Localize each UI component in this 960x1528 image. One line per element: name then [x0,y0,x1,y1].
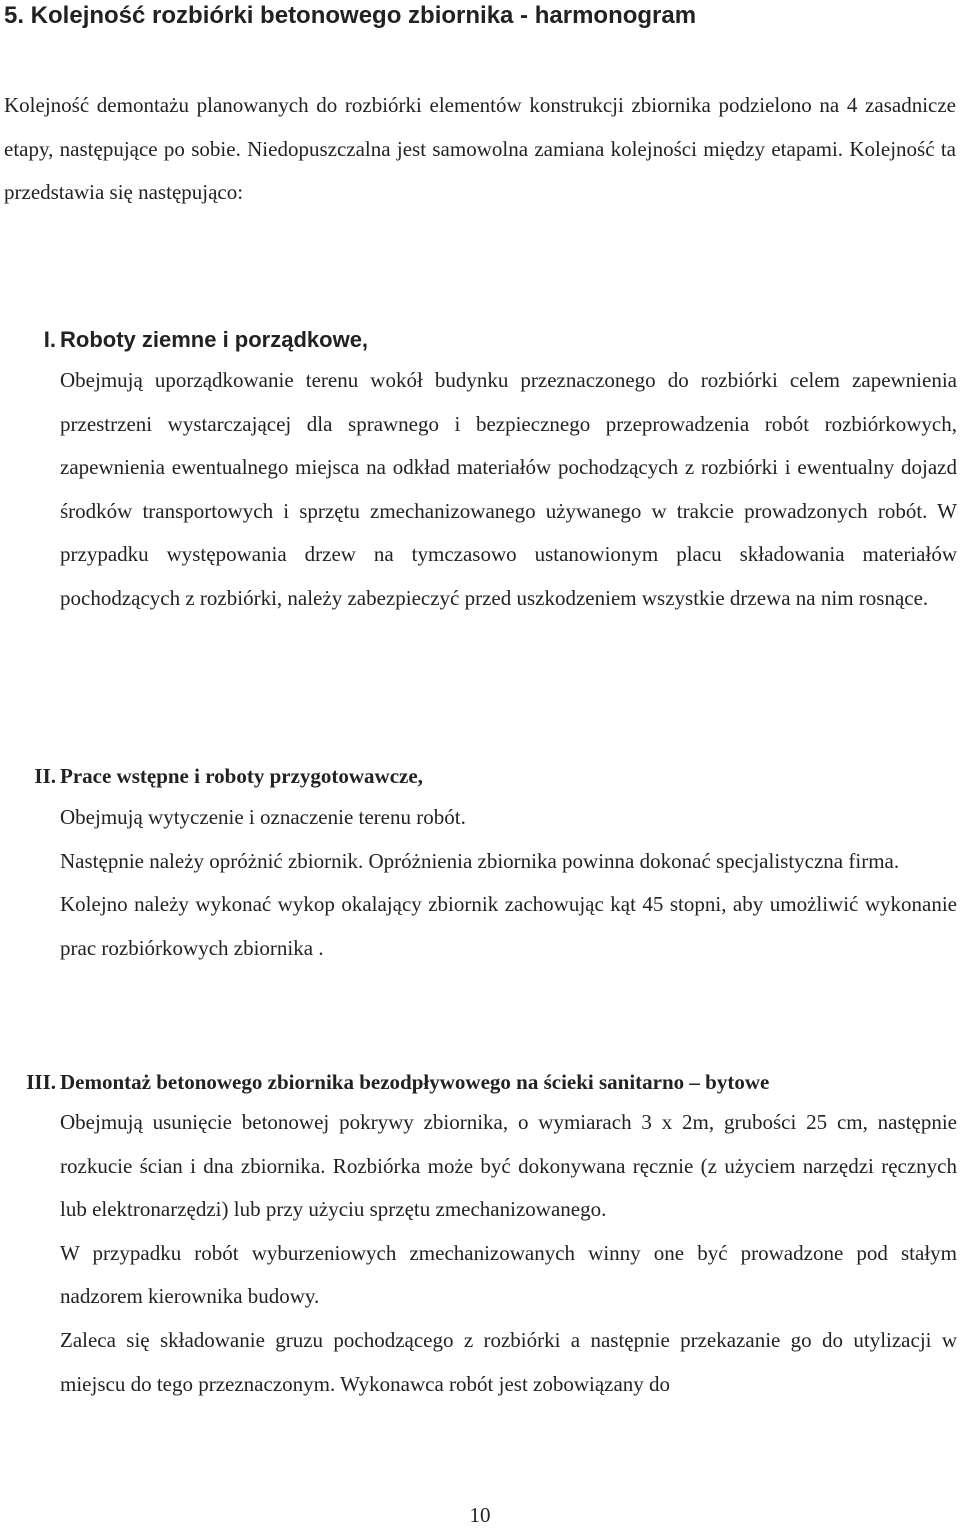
page-title: 5. Kolejność rozbiórki betonowego zbiornika - harmonogram [4,2,697,29]
section-1-title: Roboty ziemne i porządkowe, [60,327,369,352]
intro-paragraph: Kolejność demontażu planowanych do rozbiórki elementów konstrukcji zbiornika podzielono na 4 zasadnicze etapy, następujące po sobie. Niedopuszczalna jest samowolna zamiana kolejności między etapami. Kolejność ta przedstawia się następująco: [4,93,956,204]
section-3-title: Demontaż betonowego zbiornika bezodpływowego na ścieki sanitarno – bytowe [60,1070,770,1094]
section-3-number: III. [26,1070,56,1094]
section-2-title: Prace wstępne i roboty przygotowawcze, [60,764,423,788]
section-2-paragraph-3: Kolejno należy wykonać wykop okalający zbiornik zachowując kąt 45 stopni, aby umożliwić wykonanie prac rozbiórkowych zbiornika . [60,892,957,960]
section-1-body [60,359,957,621]
section-2-paragraph-1: Obejmują wytyczenie i oznaczenie terenu robót. [60,805,466,829]
section-3-body [60,1101,957,1406]
section-2-body [60,796,957,970]
section-1-number: I. [43,327,56,352]
section-3-paragraph-2: W przypadku robót wyburzeniowych zmechanizowanych winny one być prowadzone pod stałym nadzorem kierownika budowy. [60,1240,957,1309]
section-3-paragraph-1: Obejmują usunięcie betonowej pokrywy zbiornika, o wymiarach 3 x 2m, grubości 25 cm, następnie rozkucie ścian i dna zbiornika. Rozbiórka może być dokonywana ręcznie (z użyciem narzędzi ręcznych lub elektronarzędzi) lub przy użyciu sprzętu zmechanizowanego. [60,1110,957,1222]
page-number: 10 [469,1503,491,1527]
section-2-paragraph-2: Następnie należy opróżnić zbiornik. Opróżnienia zbiornika powinna dokonać specjalistyczna firma. [60,848,900,873]
section-1-paragraph-1: Obejmują uporządkowanie terenu wokół budynku przeznaczonego do rozbiórki celem zapewnienia przestrzeni wystarczającej dla sprawnego i bezpiecznego przeprowadzenia robót rozbiórkowych, zapewnienia ewentualnego miejsca na odkład materiałów pochodzących z rozbiórki i ewentualny dojazd środków transportowych i sprzętu zmechanizowanego używanego w trakcie prowadzonych robót. W przypadku występowania drzew na tymczasowo ustanowionym placu składowania materiałów pochodzących z rozbiórki, należy zabezpieczyć przed uszkodzeniem wszystkie drzewa na nim rosnące. [60,368,957,610]
section-3-paragraph-3: Zaleca się składowanie gruzu pochodzącego z rozbiórki a następnie przekazanie go do utylizacji w miejscu do tego przeznaczonym. Wykonawca robót jest zobowiązany do [60,1327,957,1396]
section-2-number: II. [34,764,56,788]
